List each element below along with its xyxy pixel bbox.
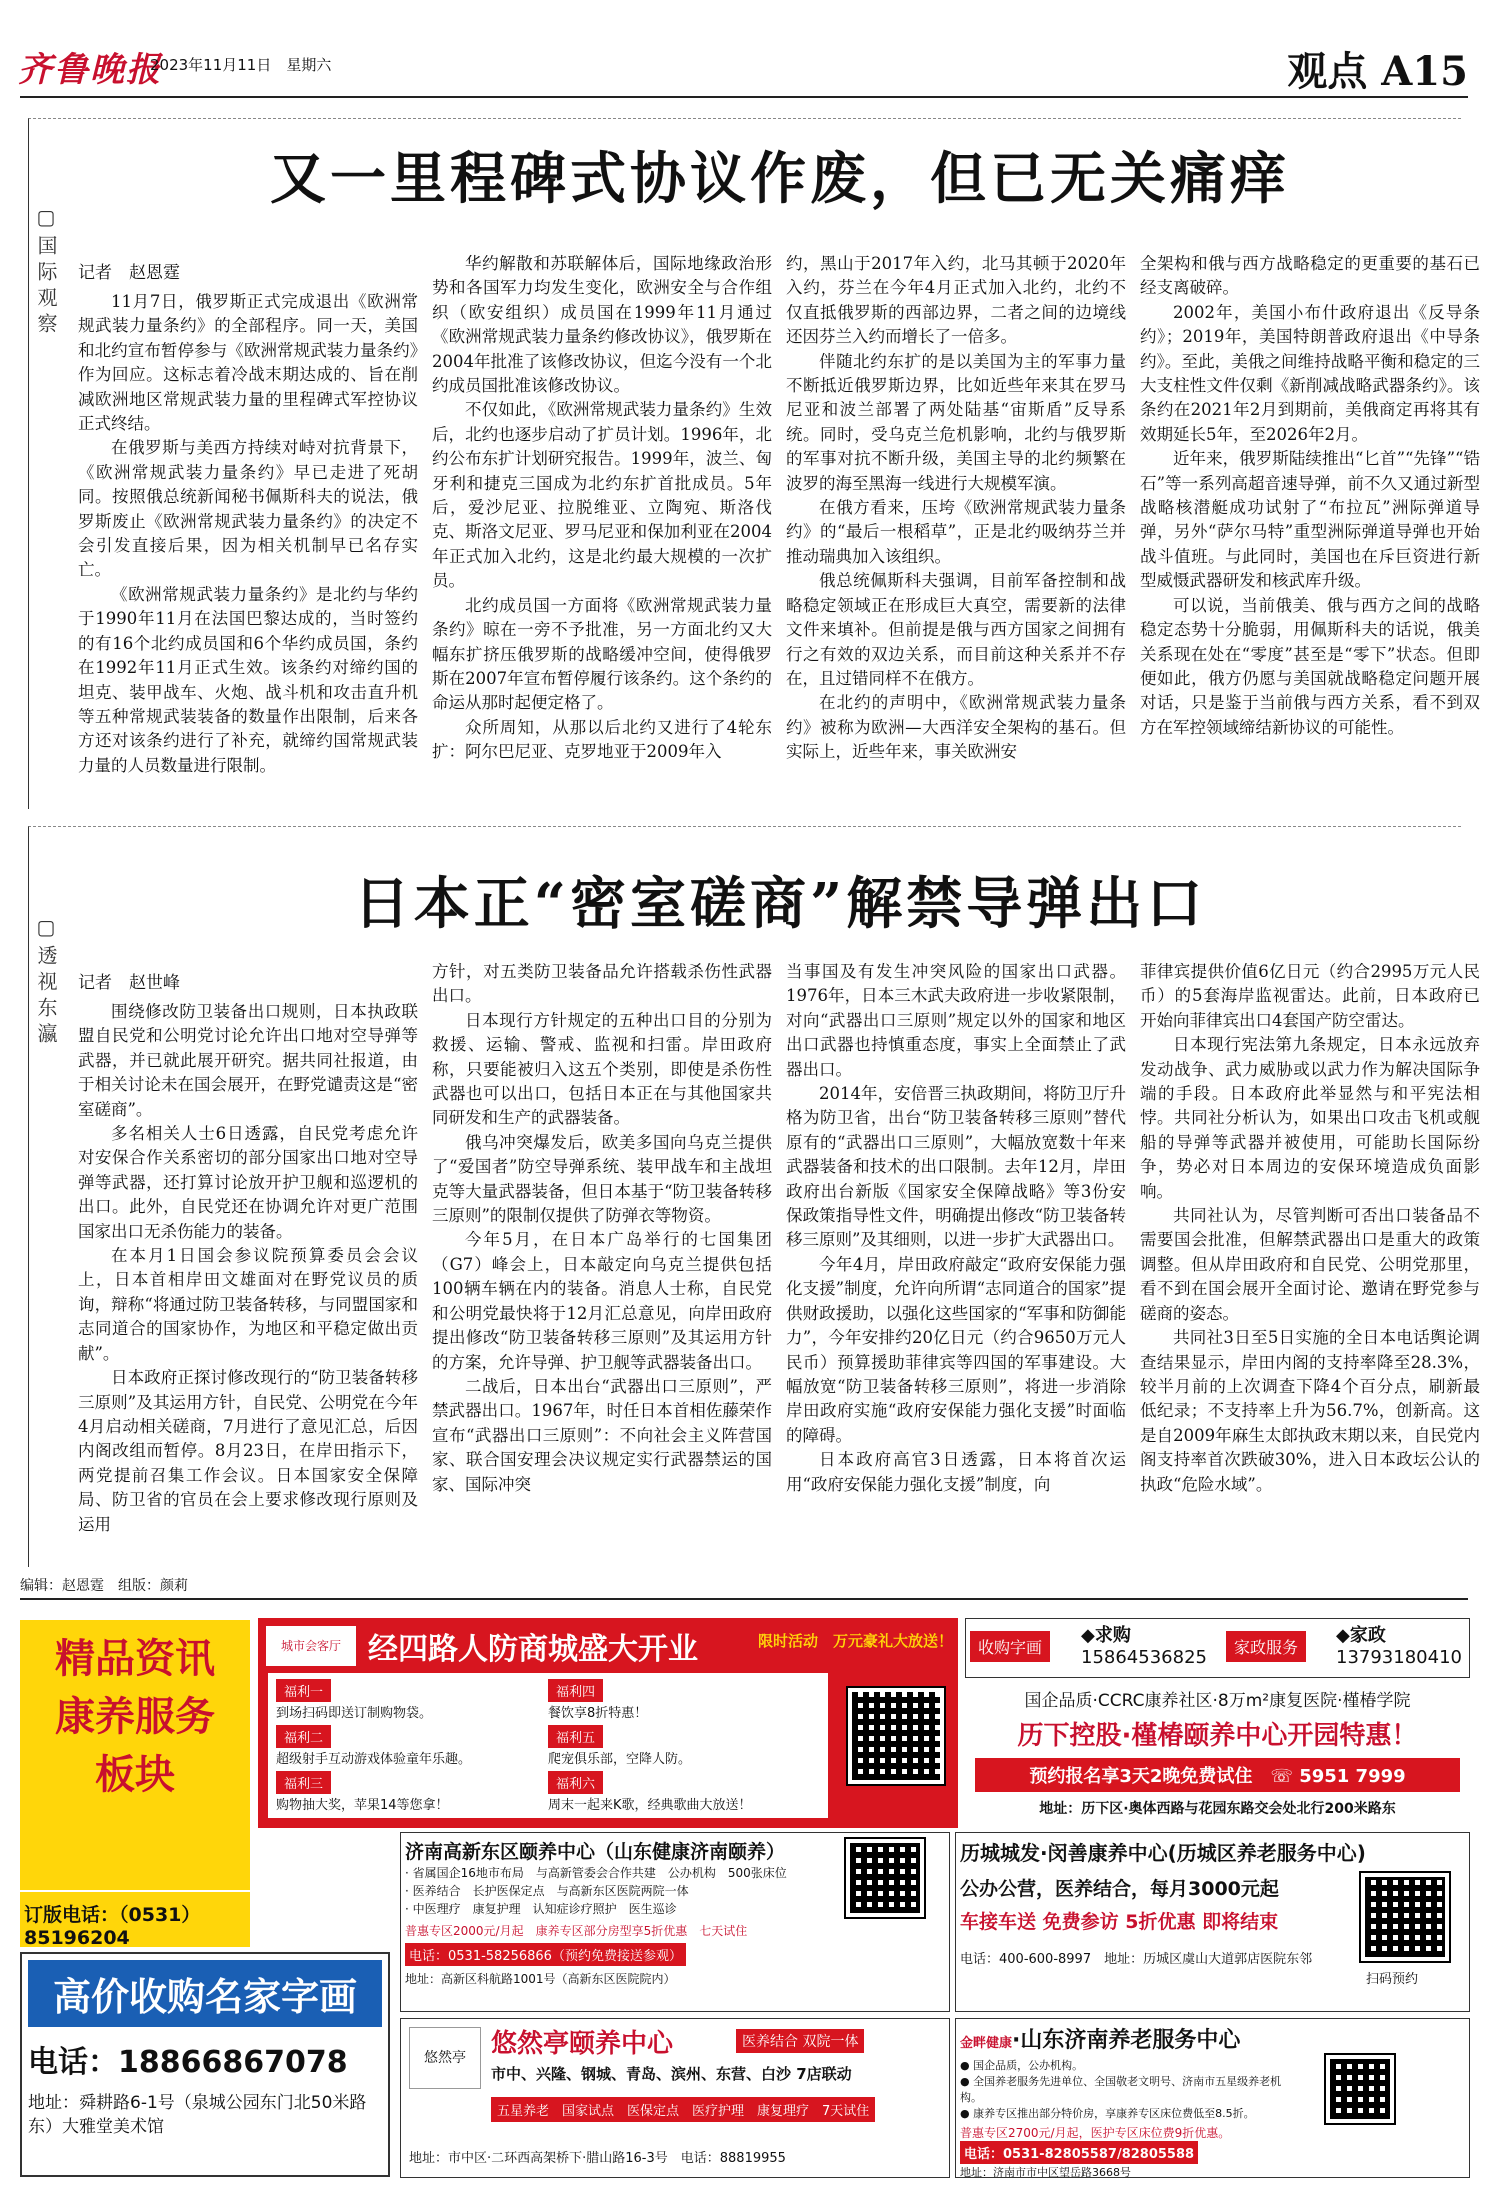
shandong-line: ● 康养专区推出部分特价房，享康养专区床位费低至8.5折。	[960, 2107, 1255, 2120]
article2-byline: 记者 赵世峰	[78, 973, 180, 993]
paragraph: 《欧洲常规武装力量条约》是北约与华约于1990年11月在法国巴黎达成的，当时签约的有16个北约成员国和6个华约成员国，条约在1992年11月正式生效。该条约对缔约国的坦克、装甲战车、火炮、战斗机和攻击直升机等五种常规武装装备的数量作出限制，后来各方还对该条约进行了补充，就缔约国常规武装力量的人员数量进行限制。	[78, 584, 418, 775]
newspaper-logo: 齐鲁晚报	[18, 50, 162, 90]
gaoxin-address: 地址：高新区科航路1001号（高新东区医院院内）	[405, 1972, 676, 1986]
board-title-1: 精品资讯	[55, 1636, 215, 1682]
shandong-price: 普惠专区2700元/月起，医护专区床位费9折优惠。	[960, 2126, 1231, 2140]
mall-logo: 城市会客厅	[266, 1626, 356, 1666]
benefit-badge: 福利六	[548, 1771, 603, 1794]
paragraph: 2014年，安倍晋三执政期间，将防卫厅升格为防卫省，出台“防卫装备转移三原则”替代原有的“武器出口三原则”，大幅放宽数十年来武器装备和技术的出口限制。去年12月，岸田政府出台新版《国家安全保障战略》等3份安保政策指导性文件，明确提出修改“防卫装备转移三原则”及其细则，以进一步扩大武器出口。	[786, 1084, 1126, 1250]
licheng-scan-label: 扫码预约	[1366, 1972, 1419, 1987]
benefit-text: 餐饮享8折特惠！	[548, 1706, 648, 1721]
licheng-title: 历城城发·闵善康养中心(历城区养老服务中心)	[960, 1841, 1366, 1865]
lixia-promo: 预约报名享3天2晚免费试住 ☏ 5951 7999	[975, 1758, 1460, 1792]
benefit-badge: 福利五	[548, 1725, 603, 1748]
article1-side-tag: ▢国际观察	[34, 205, 58, 339]
buy-title: ◆求购	[1081, 1625, 1131, 1646]
article1-column-2	[432, 252, 772, 808]
shandong-qr-code[interactable]	[1326, 2055, 1394, 2123]
paragraph: 当事国及有发生冲突风险的国家出口武器。1976年，日本三木武夫政府进一步收紧限制，对向“武器出口三原则”规定以外的国家和地区出口武器也持慎重态度，事实上全面禁止了武器出口。	[786, 962, 1126, 1079]
shandong-address: 地址：济南市市中区望岳路3668号	[960, 2166, 1131, 2178]
gaoxin-line: · 省属国企16地市布局 与高新管委会合作共建 公办机构 500张床位	[405, 1866, 787, 1880]
article2-side-tag: ▢透视东瀛	[34, 915, 58, 1049]
paragraph: 在北约的声明中，《欧洲常规武装力量条约》被称为欧洲—大西洋安全架构的基石。但实际上，近些年来，事关欧洲安	[786, 693, 1126, 762]
board-title-3: 板块	[95, 1752, 175, 1798]
benefit-text: 到场扫码即送订制购物袋。	[276, 1706, 433, 1721]
paragraph: 2002年，美国小布什政府退出《反导条约》；2019年，美国特朗普政府退出《中导条约》。至此，美俄之间维持战略平衡和稳定的三大支柱性文件仅剩《新削减战略武器条约》。该条约在2021年2月到期前，美俄商定再将其有效期延长5年，至2026年2月。	[1140, 302, 1480, 444]
ad-youran-care	[400, 2018, 950, 2178]
paragraph: 北约成员国一方面将《欧洲常规武装力量条约》晾在一旁不予批准，另一方面北约又大幅东扩挤压俄罗斯的战略缓冲空间，使得俄罗斯在2007年宣布暂停履行该条约。这个条约的命运从那时起便定格了。	[432, 595, 772, 713]
youran-tag: 医养结合 双院一体	[736, 2029, 864, 2053]
paragraph: 约，黑山于2017年入约，北马其顿于2020年入约，芬兰在今年4月正式加入北约，北约不仅直抵俄罗斯的西部边界，二者之间的边境线还因芬兰入约而增长了一倍多。	[786, 254, 1126, 347]
paragraph: 今年5月，在日本广岛举行的七国集团（G7）峰会上，日本敲定向乌克兰提供包括100辆车辆在内的装备。消息人士称，自民党和公明党最快将于12月汇总意见，向岸田政府提出修改“防卫装备转移三原则”及其运用方针的方案，允许导弹、护卫舰等武器装备出口。	[432, 1230, 772, 1372]
mall-promo: 限时活动 万元豪礼大放送！	[758, 1632, 954, 1650]
collect-phone: 电话：18866867078	[28, 2045, 348, 2080]
issue-date: 2023年11月11日 星期六	[150, 56, 332, 74]
article1-column-3	[786, 252, 1126, 808]
mall-title: 经四路人防商城盛大开业	[368, 1632, 698, 1667]
article2-column-2	[432, 960, 772, 1560]
benefit-badge: 福利二	[276, 1725, 331, 1748]
paragraph: 二战后，日本出台“武器出口三原则”，严禁武器出口。1967年，时任日本首相佐藤荣作宣布“武器出口三原则”：不向社会主义阵营国家、联合国安理会决议规定实行武器禁运的国家、国际冲突	[432, 1376, 772, 1494]
paragraph: 俄总统佩斯科夫强调，目前军备控制和战略稳定领域正在形成巨大真空，需要新的法律文件来填补。但前提是俄与西方国家之间拥有行之有效的双边关系，而目前这种关系并不存在，且过错同样不在俄方。	[786, 571, 1126, 688]
article2-column-1	[78, 1000, 418, 1560]
ad-lixia-care	[965, 1682, 1470, 1827]
collect-address: 地址：舜耕路6-1号（泉城公园东门北50米路东）大雅堂美术馆	[28, 2093, 367, 2137]
article1-byline: 记者 赵恩霆	[78, 263, 180, 283]
youran-cities: 市中、兴隆、钢城、青岛、滨州、东营、白沙 7店联动	[491, 2065, 852, 2083]
article2-headline: 日本正“密室磋商”解禁导弹出口	[353, 871, 1207, 937]
benefit-text: 购物抽大奖，苹果14等您拿！	[276, 1798, 449, 1813]
ad-classifieds	[965, 1618, 1470, 1678]
benefit-text: 周末一起来K歌，经典歌曲大放送！	[548, 1798, 752, 1813]
benefits-left	[276, 1677, 536, 1815]
paragraph: 今年4月，岸田政府敲定“政府安保能力强化支援”制度，允许向所谓“志同道合的国家”提供财政援助，以强化这些国家的“军事和防御能力”，今年安排约20亿日元（约合9650万元人民币）预算援助菲律宾等四国的军事建设。大幅放宽“防卫装备转移三原则”，将进一步消除岸田政府实施“政府安保能力强化支援”时面临的障碍。	[786, 1254, 1126, 1445]
ad-calligraphy-collect	[20, 1952, 390, 2177]
paragraph: 在俄罗斯与美西方持续对峙对抗背景下，《欧洲常规武装力量条约》早已走进了死胡同。按照俄总统新闻秘书佩斯科夫的说法，俄罗斯废止《欧洲常规武装力量条约》的决定不会引发直接后果，因为相关机制早已名存实亡。	[78, 438, 418, 580]
benefit-text: 超级射手互动游戏体验童年乐趣。	[276, 1752, 472, 1767]
paragraph: 日本政府高官3日透露，日本将首次运用“政府安保能力强化支援”制度，向	[786, 1450, 1126, 1494]
gaoxin-phone: 电话：0531-58256866（预约免费接送参观）	[405, 1943, 686, 1966]
benefit-badge: 福利三	[276, 1771, 331, 1794]
benefits-right	[548, 1677, 818, 1815]
article1-column-1	[78, 290, 418, 810]
youran-title: 悠然亭颐养中心	[491, 2029, 674, 2059]
paragraph: 华约解散和苏联解体后，国际地缘政治形势和各国军力均发生变化，欧洲安全与合作组织（欧安组织）成员国在1999年11月通过《欧洲常规武装力量条约修改协议》，俄罗斯在2004年批准了该修改协议，但迄今没有一个北约成员国批准该修改协议。	[432, 254, 772, 396]
paragraph: 近年来，俄罗斯陆续推出“匕首”“先锋”“锆石”等一系列高超音速导弹，前不久又通过新型战略核潜艇成功试射了“布拉瓦”洲际弹道导弹，另外“萨尔马特”重型洲际弹道导弹也开始战斗值班。与此同时，美国也在斥巨资进行新型威慑武器研发和核武库升级。	[1140, 449, 1480, 591]
youran-features: 五星养老 国家试点 医保定点 医疗护理 康复理疗 7天试住	[491, 2097, 875, 2122]
licheng-line: 公办公营，医养结合，每月3000元起	[960, 1878, 1279, 1900]
paragraph: 不仅如此，《欧洲常规武装力量条约》生效后，北约也逐步启动了扩员计划。1996年，北约公布东扩计划研究报告。1999年，波兰、匈牙利和捷克三国成为北约东扩首批成员。5年后，爱沙尼亚、拉脱维亚、立陶宛、斯洛伐克、斯洛文尼亚、罗马尼亚和保加利亚在2004年正式加入北约，这是北约最大规模的一次扩员。	[432, 400, 772, 591]
paragraph: 方针，对五类防卫装备品允许搭载杀伤性武器出口。	[432, 962, 772, 1006]
shandong-phone: 电话：0531-82805587/82805588	[960, 2141, 1198, 2164]
home-title: ◆家政	[1336, 1625, 1386, 1646]
mall-qr-code[interactable]	[848, 1688, 944, 1784]
ad-licheng-care	[955, 1832, 1470, 2012]
board-title-2: 康养服务	[55, 1694, 215, 1740]
gaoxin-line: · 中医理疗 康复护理 认知症诊疗照护 医生巡诊	[405, 1902, 677, 1916]
bottom-rule	[20, 1598, 1468, 1600]
paragraph: 伴随北约东扩的是以美国为主的军事力量不断抵近俄罗斯边界，比如近些年来其在罗马尼亚和波兰部署了两处陆基“宙斯盾”反导系统。同时，受乌克兰危机影响，北约与俄罗斯的军事对抗不断升级，美国主导的北约频繁在波罗的海至黑海一线进行大规模军演。	[786, 351, 1126, 493]
article2-column-3	[786, 960, 1126, 1560]
home-phone: 13793180410	[1336, 1647, 1462, 1668]
ad-board-banner	[20, 1620, 250, 1890]
top-rule	[20, 96, 1468, 98]
benefit-text: 爬宠俱乐部，空降人防。	[548, 1752, 692, 1767]
paragraph: 共同社3日至5日实施的全日本电话舆论调查结果显示，岸田内阁的支持率降至28.3%，较半月前的上次调查下降4个百分点，刷新最低纪录；不支持率上升为56.7%，创新高。这是自2009年麻生太郎执政末期以来，自民党内阁支持率首次跌破30%，进入日本政坛公认的执政“危险水域”。	[1140, 1328, 1480, 1494]
buy-phone: 15864536825	[1081, 1647, 1207, 1668]
buy-label: 收购字画	[970, 1631, 1050, 1662]
editor-credit: 编辑：赵恩霆 组版：颜莉	[20, 1578, 188, 1594]
home-label: 家政服务	[1226, 1631, 1306, 1662]
paragraph: 日本现行方针规定的五种出口目的分别为救援、运输、警戒、监视和扫雷。岸田政府称，只要能被归入这五个类别，即使是杀伤性武器也可以出口，包括日本正在与其他国家共同研发和生产的武器装备。	[432, 1010, 772, 1128]
youran-logo: 悠然亭	[409, 2027, 481, 2089]
paragraph: 共同社认为，尽管判断可否出口装备品不需要国会批准，但解禁武器出口是重大的政策调整。但从岸田政府和自民党、公明党那里，看不到在国会展开全面讨论、邀请在野党参与磋商的姿态。	[1140, 1206, 1480, 1323]
collect-title: 高价收购名家字画	[28, 1960, 382, 2027]
article2-column-4	[1140, 960, 1480, 1560]
mall-benefits	[268, 1673, 828, 1818]
paragraph: 俄乌冲突爆发后，欧美多国向乌克兰提供了“爱国者”防空导弹系统、装甲战车和主战坦克等大量武器装备，但日本基于“防卫装备转移三原则”的限制仅提供了防弹衣等物资。	[432, 1132, 772, 1226]
gaoxin-title: 济南高新东区颐养中心（山东健康济南颐养）	[405, 1841, 786, 1863]
shandong-line: ● 全国养老服务先进单位、全国敬老文明号、济南市五星级养老机构。	[960, 2075, 1282, 2104]
youran-address: 地址：市中区·二环西高架桥下·腊山路16-3号 电话：88819955	[409, 2151, 786, 2166]
paragraph: 可以说，当前俄美、俄与西方之间的战略稳定态势十分脆弱，用佩斯科夫的话说，俄美关系现在处在“零度”甚至是“零下”状态。但即便如此，俄方仍愿与美国就战略稳定问题开展对话，只是鉴于当前俄与西方关系，看不到双方在军控领域缔结新协议的可能性。	[1140, 595, 1480, 737]
benefit-badge: 福利一	[276, 1679, 331, 1702]
lixia-title: 历下控股·槿椿颐养中心开园特惠！	[1017, 1721, 1418, 1751]
paragraph: 多名相关人士6日透露，自民党考虑允许对安保合作关系密切的部分国家出口地对空导弹等武器，还打算讨论放开护卫舰和巡逻机的出口。此外，自民党还在协调允许对更广范围国家出口无杀伤能力的装备。	[78, 1124, 418, 1241]
paragraph: 众所周知，从那以后北约又进行了4轮东扩：阿尔巴尼亚、克罗地亚于2009年入	[432, 717, 772, 762]
benefit-badge: 福利四	[548, 1679, 603, 1702]
ad-shandong-care	[955, 2018, 1470, 2178]
article1-headline: 又一里程碑式协议作废，但已无关痛痒	[270, 146, 1290, 212]
licheng-qr-code[interactable]	[1361, 1873, 1449, 1961]
lixia-top: 国企品质·CCRC康养社区·8万m²康复医院·槿椿学院	[1024, 1691, 1411, 1711]
ad-mall	[258, 1618, 958, 1828]
shandong-line: ● 国企品质，公办机构。	[960, 2059, 1084, 2072]
lixia-address: 地址：历下区·奥体西路与花园东路交会处北行200米路东	[1039, 1801, 1396, 1817]
paragraph: 在俄方看来，压垮《欧洲常规武装力量条约》的“最后一根稻草”，正是北约吸纳芬兰并推动瑞典加入该组织。	[786, 498, 1126, 566]
gaoxin-price: 普惠专区2000元/月起 康养专区部分房型享5折优惠 七天试住	[405, 1924, 748, 1938]
paragraph: 日本政府正探讨修改现行的“防卫装备转移三原则”及其运用方针，自民党、公明党在今年4月启动相关磋商，7月进行了意见汇总，后因内阁改组而暂停。8月23日，在岸田指示下，两党提前召集工作会议。日本国家安全保障局、防卫省的官员在会上要求修改现行原则及运用	[78, 1368, 418, 1534]
paragraph: 在本月1日国会参议院预算委员会会议上，日本首相岸田文雄面对在野党议员的质询，辩称“将通过防卫装备转移，与同盟国家和志同道合的国家协作，为地区和平稳定做出贡献”。	[78, 1246, 418, 1363]
shandong-title-line: 金畔健康·山东济南养老服务中心	[960, 2028, 1241, 2053]
licheng-contact: 电话：400-600-8997 地址：历城区虞山大道郭店医院东邻	[960, 1952, 1313, 1967]
board-phone: 订版电话：（0531）85196204	[20, 1892, 250, 1947]
article1-column-4	[1140, 252, 1480, 808]
paragraph: 菲律宾提供价值6亿日元（约合2995万元人民币）的5套海岸监视雷达。此前，日本政府已开始向菲律宾出口4套国产防空雷达。	[1140, 962, 1480, 1030]
gaoxin-line: · 医养结合 长护医保定点 与高新东区医院两院一体	[405, 1884, 689, 1898]
paragraph: 11月7日，俄罗斯正式完成退出《欧洲常规武装力量条约》的全部程序。同一天，美国和北约宣布暂停参与《欧洲常规武装力量条约》作为回应。这标志着冷战末期达成的、旨在削减欧洲地区常规武装力量的里程碑式军控协议正式终结。	[78, 292, 418, 434]
licheng-promo: 车接车送 免费参访 5折优惠 即将结束	[960, 1911, 1279, 1933]
paragraph: 全架构和俄与西方战略稳定的更重要的基石已经支离破碎。	[1140, 254, 1480, 298]
page-section-label: 观点 A15	[1287, 48, 1468, 95]
ad-gaoxin-care	[400, 1832, 950, 2012]
paragraph: 日本现行宪法第九条规定，日本永远放弃发动战争、武力威胁或以武力作为解决国际争端的手段。日本政府此举显然与和平宪法相悖。共同社分析认为，如果出口攻击飞机或舰船的导弹等武器并被使用，可能助长国际纷争，势必对日本周边的安保环境造成负面影响。	[1140, 1035, 1480, 1201]
gaoxin-qr-code[interactable]	[846, 1839, 924, 1917]
paragraph: 围绕修改防卫装备出口规则，日本执政联盟自民党和公明党讨论允许出口地对空导弹等武器，并已就此展开研究。据共同社报道，由于相关讨论未在国会展开，在野党谴责这是“密室磋商”。	[78, 1002, 418, 1119]
